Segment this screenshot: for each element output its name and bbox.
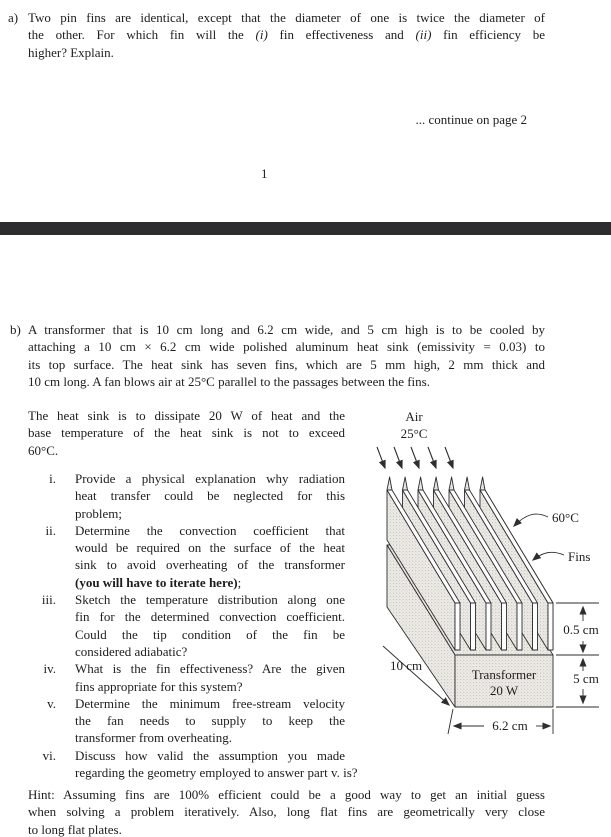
transformer-label: Transformer (471, 667, 537, 682)
text-line: 60°C. (28, 442, 59, 458)
text-line: Sketch the temperature distribution along one (75, 592, 345, 608)
text-line: to long flat plates. (28, 821, 122, 837)
text-line: Determine the minimum free-stream velocity (75, 695, 345, 711)
problem-a (8, 9, 553, 61)
text-line: The heat sink is to dissipate 20 W of heat and the (28, 408, 345, 423)
length-label: 10 cm (390, 658, 423, 673)
list-item-text (75, 695, 345, 747)
list-item-number: ii. (45, 522, 56, 538)
text-line: the other. For which fin will the (i) fin effectiveness and (ii) fin efficiency be (28, 27, 545, 43)
continue-note: ... continue on page 2 (415, 112, 527, 127)
text-line: the fan needs to supply to keep the (75, 713, 345, 729)
transformer-height-label: 5 cm (573, 671, 599, 686)
list-item (30, 522, 350, 591)
list-item (30, 660, 350, 695)
problem-a-label: a) (8, 10, 19, 25)
air-label: Air (405, 409, 423, 424)
list-item-text (75, 522, 345, 591)
width-label: 6.2 cm (492, 718, 528, 733)
problem-a-text (28, 9, 545, 61)
text-line: 10 cm long. A fan blows air at 25°C parallel to the passages between the fins. (28, 373, 430, 389)
text-line: regarding the geometry employed to answer part v. is? (75, 765, 358, 781)
dissipate-paragraph (28, 407, 345, 459)
text-line: transformer from overheating. (75, 730, 233, 746)
base-temp-label: 60°C (552, 510, 579, 525)
text-line: fins appropriate for this system? (75, 678, 243, 694)
base-temp-callout (514, 510, 579, 526)
list-item-text (75, 660, 345, 695)
text-line: problem; (75, 505, 122, 521)
list-item-text (75, 470, 345, 522)
list-item-text (75, 591, 345, 660)
list-item (30, 470, 350, 522)
transformer-power-label: 20 W (489, 683, 519, 698)
list-item-number: i. (49, 471, 56, 486)
list-item (30, 747, 358, 782)
air-flow-arrows (377, 447, 453, 468)
list-item (30, 695, 350, 747)
base-temp-leader-arrow (514, 514, 548, 526)
text-line: Determine the convection coefficient that (75, 522, 345, 538)
text-line: Could the tip condition of the fin be (75, 626, 345, 642)
text-line: Discuss how valid the assumption you made (75, 747, 345, 763)
list-item (30, 591, 350, 660)
text-line: would be required on the surface of the heat (75, 540, 345, 556)
problem-b (10, 321, 555, 390)
list-item-number: v. (47, 695, 56, 711)
text-line: Provide a physical explanation why radiation (75, 471, 345, 486)
fin-height-label: 0.5 cm (563, 622, 599, 637)
text-line: A transformer that is 10 cm long and 6.2 cm wide, and 5 cm high is to be cooled by (28, 322, 545, 337)
fins-leader-arrow (533, 552, 564, 560)
page-number: 1 (261, 166, 268, 181)
text-line: its top surface. The heat sink has seven fins, which are 5 mm high, 2 mm thick and (28, 356, 545, 372)
fins-label: Fins (568, 549, 591, 564)
list-item-number: iii. (41, 592, 56, 608)
text-line: attaching a 10 cm × 6.2 cm wide polished aluminum heat sink (emissivity = 0.03) to (28, 339, 545, 355)
list-item-text (75, 747, 358, 782)
text-line: Hint: Assuming fins are 100% efficient could be a good way to get an initial guess (28, 787, 545, 802)
list-item-number: vi. (42, 747, 56, 763)
problem-b-text (28, 321, 545, 390)
text-line: heat transfer could be neglected for this (75, 488, 345, 504)
list-item-number: iv. (43, 661, 56, 677)
page-break-band (0, 222, 611, 235)
hint-paragraph (28, 786, 545, 837)
requirements-list (30, 470, 358, 781)
text-line: What is the fin effectiveness? Are the given (75, 661, 345, 677)
text-line: considered adiabatic? (75, 643, 188, 659)
text-line: higher? Explain. (28, 44, 114, 60)
text-line: Two pin fins are identical, except that the diameter of one is twice the diameter of (28, 10, 545, 25)
text-line: base temperature of the heat sink is not to exceed (28, 425, 345, 441)
fins-callout (533, 549, 590, 564)
text-line: when solving a problem iteratively. Also, long flat fins are geometrically very close (28, 804, 545, 820)
text-line: (you will have to iterate here); (75, 574, 242, 590)
heat-sink-figure (370, 400, 611, 745)
text-line: sink to avoid overheating of the transformer (75, 557, 345, 573)
air-temp-label: 25°C (400, 426, 428, 441)
problem-b-label: b) (10, 322, 21, 337)
text-line: fin for the determined convection coefficient. (75, 609, 345, 625)
